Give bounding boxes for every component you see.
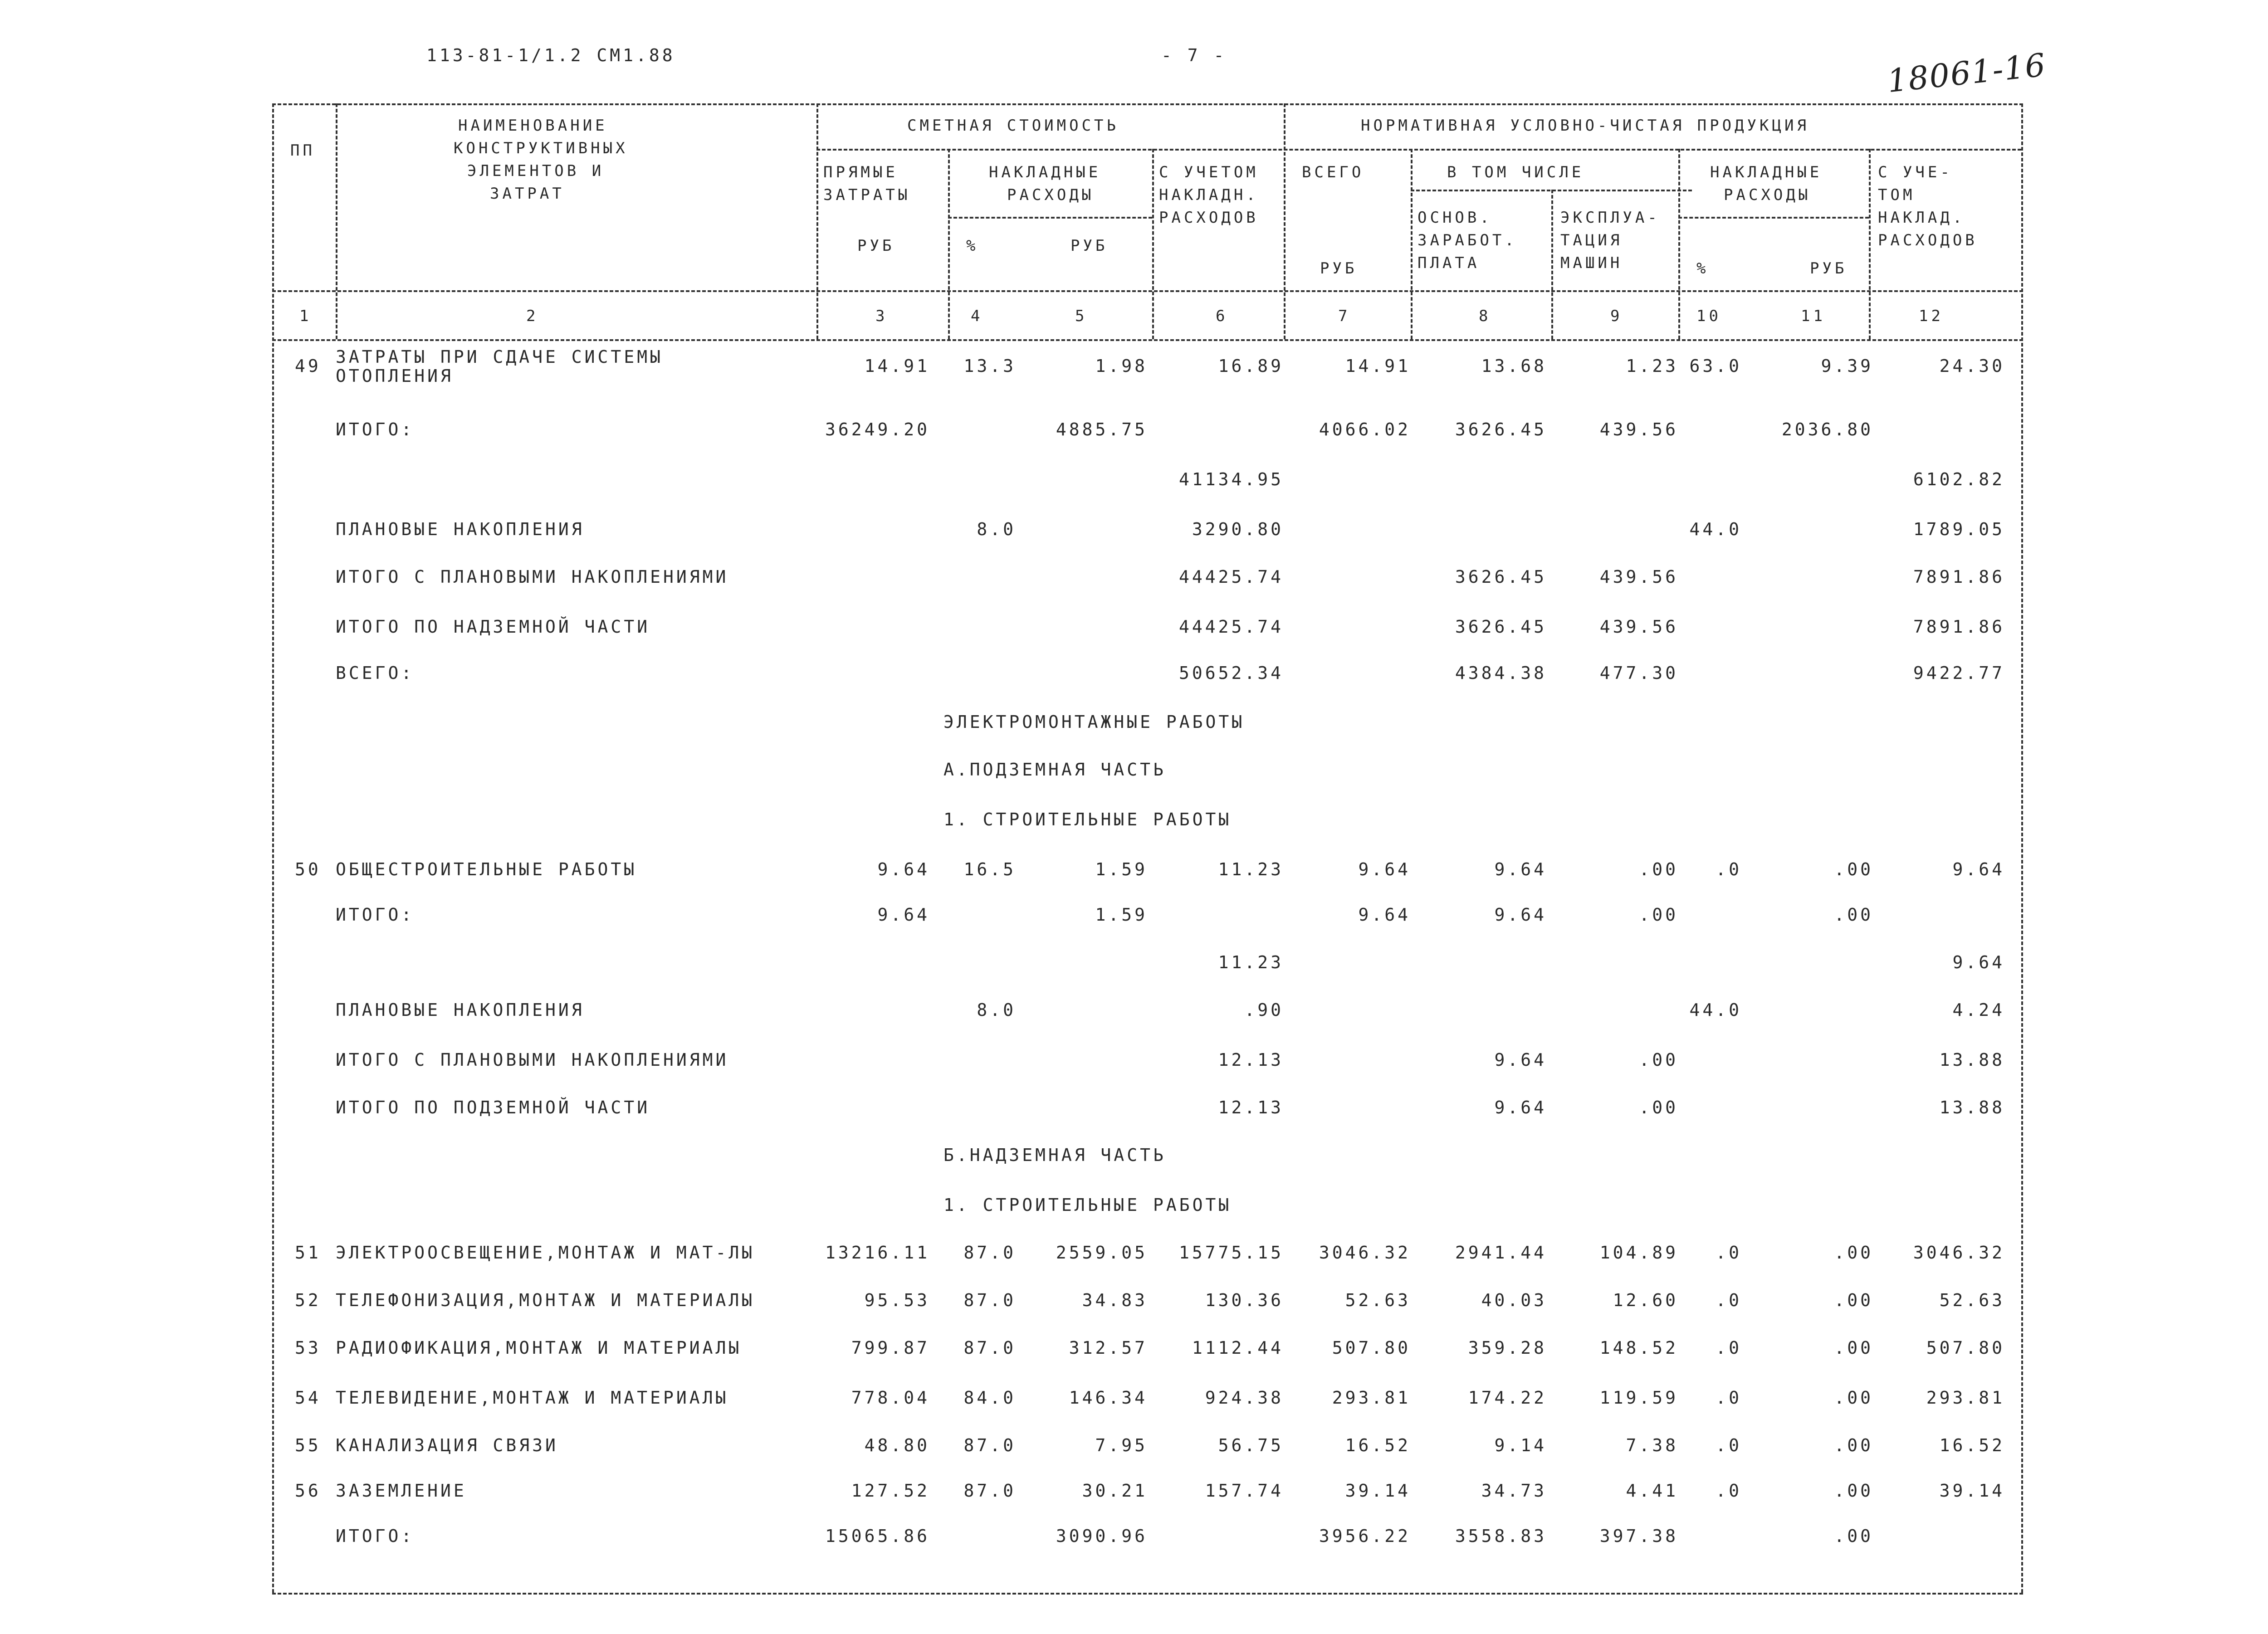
header-naklb-2: РАСХОДЫ <box>1724 186 1811 204</box>
cell-c3: 799.87 <box>851 1338 930 1358</box>
header-rub-3: РУБ <box>857 237 895 255</box>
cell-c8: 9.64 <box>1494 1050 1547 1070</box>
colnum-8: 8 <box>1479 307 1491 325</box>
cell-c7: 9.64 <box>1358 905 1411 925</box>
section-heading: ЭЛЕКТРОМОНТАЖНЫЕ РАБОТЫ <box>943 712 1245 732</box>
colnum-2: 2 <box>526 307 539 325</box>
cell-c10: 44.0 <box>1689 1000 1742 1020</box>
row-name: ИТОГО ПО НАДЗЕМНОЙ ЧАСТИ <box>336 617 650 637</box>
cell-c11: .00 <box>1834 1435 1873 1455</box>
cell-c12: 4.24 <box>1952 1000 2005 1020</box>
header-pp: ПП <box>290 141 315 160</box>
colnum-6: 6 <box>1216 307 1228 325</box>
cell-c7: 3956.22 <box>1319 1526 1411 1546</box>
cell-c6: 11.23 <box>1218 952 1284 972</box>
header-nakl-2: РАСХОДЫ <box>1007 186 1095 204</box>
header-nakl-1: НАКЛАДНЫЕ <box>989 163 1101 181</box>
cell-c12: 13.88 <box>1939 1050 2005 1070</box>
cell-c12: 9.64 <box>1952 859 2005 879</box>
cell-c9: 439.56 <box>1599 617 1678 637</box>
cell-c8: 3626.45 <box>1455 617 1547 637</box>
cell-c8: 3626.45 <box>1455 567 1547 587</box>
cell-c4: 84.0 <box>963 1388 1016 1408</box>
cell-c9: 104.89 <box>1599 1243 1678 1263</box>
cell-c12: 52.63 <box>1939 1290 2005 1310</box>
header-suchb-2: ТОМ <box>1878 186 1916 204</box>
header-eksp-2: ТАЦИЯ <box>1560 231 1623 249</box>
cell-c7: 9.64 <box>1358 859 1411 879</box>
header-naklb-1: НАКЛАДНЫЕ <box>1710 163 1823 181</box>
cell-c6: 12.13 <box>1218 1050 1284 1070</box>
row-name: ЗАЗЕМЛЕНИЕ <box>336 1481 467 1501</box>
cell-c11: .00 <box>1834 1388 1873 1408</box>
colnum-9: 9 <box>1610 307 1623 325</box>
cell-c6: 157.74 <box>1205 1481 1284 1501</box>
row-name: ОБЩЕСТРОИТЕЛЬНЫЕ РАБОТЫ <box>336 859 637 879</box>
cell-c11: .00 <box>1834 1338 1873 1358</box>
cell-c6: 16.89 <box>1218 356 1284 376</box>
cell-c3: 127.52 <box>851 1481 930 1501</box>
cell-c4: 16.5 <box>963 859 1016 879</box>
header-osn-2: ЗАРАБОТ. <box>1418 231 1517 249</box>
cell-c9: 7.38 <box>1626 1435 1678 1455</box>
cell-c6: 41134.95 <box>1178 469 1284 489</box>
header-eksp-3: МАШИН <box>1560 254 1623 272</box>
cell-c8: 9.64 <box>1494 905 1547 925</box>
header-pryam-1: ПРЯМЫЕ <box>823 163 898 181</box>
cell-c6: 56.75 <box>1218 1435 1284 1455</box>
cell-c6: 130.36 <box>1205 1290 1284 1310</box>
header-osn-3: ПЛАТА <box>1418 254 1480 272</box>
cell-c4: 13.3 <box>963 356 1016 376</box>
header-pct-4: % <box>966 237 979 255</box>
header-osn-1: ОСНОВ. <box>1418 209 1492 227</box>
cell-c6: 12.13 <box>1218 1097 1284 1117</box>
cell-c7: 293.81 <box>1332 1388 1411 1408</box>
header-name-4: ЗАТРАТ <box>490 185 565 203</box>
cell-c3: 15065.86 <box>825 1526 930 1546</box>
cell-c7: 39.14 <box>1345 1481 1411 1501</box>
header-such-1: С УЧЕТОМ <box>1159 163 1259 181</box>
colnum-3: 3 <box>875 307 888 325</box>
cell-c12: 9.64 <box>1952 952 2005 972</box>
cell-c10: .0 <box>1716 1481 1742 1501</box>
cell-c7: 3046.32 <box>1319 1243 1411 1263</box>
cell-c9: 148.52 <box>1599 1338 1678 1358</box>
cell-c11: .00 <box>1834 859 1873 879</box>
cell-c10: .0 <box>1716 859 1742 879</box>
cell-c8: 3626.45 <box>1455 419 1547 439</box>
cell-c3: 48.80 <box>864 1435 930 1455</box>
cell-c4: 87.0 <box>963 1435 1016 1455</box>
header-suchb-4: РАСХОДОВ <box>1878 231 1978 249</box>
cell-c8: 9.64 <box>1494 1097 1547 1117</box>
row-name: ИТОГО С ПЛАНОВЫМИ НАКОПЛЕНИЯМИ <box>336 1050 729 1070</box>
cell-c11: .00 <box>1834 1243 1873 1263</box>
cell-c11: 9.39 <box>1821 356 1873 376</box>
row-number: 56 <box>295 1481 321 1501</box>
cell-c11: .00 <box>1834 1481 1873 1501</box>
cell-c12: 24.30 <box>1939 356 2005 376</box>
cell-c10: 63.0 <box>1689 356 1742 376</box>
cell-c8: 174.22 <box>1468 1388 1547 1408</box>
colnum-5: 5 <box>1075 307 1088 325</box>
header-bottom-border <box>272 290 2023 292</box>
colnum-12: 12 <box>1919 307 1944 325</box>
cell-c8: 2941.44 <box>1455 1243 1547 1263</box>
table-bottom-border <box>272 1593 2023 1595</box>
header-norm: НОРМАТИВНАЯ УСЛОВНО-ЧИСТАЯ ПРОДУКЦИЯ <box>1361 117 1809 135</box>
header-such-3: РАСХОДОВ <box>1159 209 1259 227</box>
header-pct-10: % <box>1696 259 1709 278</box>
row-name: ИТОГО С ПЛАНОВЫМИ НАКОПЛЕНИЯМИ <box>336 567 729 587</box>
section-heading: 1. СТРОИТЕЛЬНЫЕ РАБОТЫ <box>943 810 1232 829</box>
cell-c5: 2559.05 <box>1056 1243 1148 1263</box>
row-name: ЭЛЕКТРООСВЕЩЕНИЕ,МОНТАЖ И МАТ-ЛЫ <box>336 1243 755 1263</box>
cell-c4: 87.0 <box>963 1481 1016 1501</box>
header-divider-1 <box>336 103 337 339</box>
row-name: ТЕЛЕФОНИЗАЦИЯ,МОНТАЖ И МАТЕРИАЛЫ <box>336 1290 755 1310</box>
table-right-border <box>2021 103 2023 1593</box>
cell-c10: .0 <box>1716 1290 1742 1310</box>
cell-c3: 36249.20 <box>825 419 930 439</box>
cell-c8: 40.03 <box>1481 1290 1547 1310</box>
header-suchb-3: НАКЛАД. <box>1878 209 1965 227</box>
header-divider-5 <box>1284 103 1286 339</box>
cell-c10: .0 <box>1716 1388 1742 1408</box>
cell-c11: .00 <box>1834 1290 1873 1310</box>
colnum-7: 7 <box>1338 307 1351 325</box>
cell-c9: .00 <box>1639 1097 1678 1117</box>
cell-c10: .0 <box>1716 1435 1742 1455</box>
cell-c6: 44425.74 <box>1178 567 1284 587</box>
colnum-11: 11 <box>1801 307 1826 325</box>
document-code: 113-81-1/1.2 СМ1.88 <box>426 45 675 65</box>
cell-c6: 15775.15 <box>1178 1243 1284 1263</box>
cell-c9: 477.30 <box>1599 663 1678 683</box>
cell-c5: 1.59 <box>1095 905 1148 925</box>
cell-c10: 44.0 <box>1689 519 1742 539</box>
cell-c8: 359.28 <box>1468 1338 1547 1358</box>
cell-c11: .00 <box>1834 905 1873 925</box>
cell-c12: 6102.82 <box>1913 469 2005 489</box>
cell-c10: .0 <box>1716 1338 1742 1358</box>
row-name: РАДИОФИКАЦИЯ,МОНТАЖ И МАТЕРИАЛЫ <box>336 1338 742 1358</box>
cell-c3: 9.64 <box>877 859 930 879</box>
cell-c12: 507.80 <box>1926 1338 2005 1358</box>
header-rub-11: РУБ <box>1810 259 1848 278</box>
row-name-line2: ОТОПЛЕНИЯ <box>336 366 454 386</box>
header-divider-4 <box>1152 149 1154 339</box>
header-divider-2 <box>816 103 818 339</box>
cell-c5: 30.21 <box>1082 1481 1148 1501</box>
cell-c9: 12.60 <box>1613 1290 1678 1310</box>
cell-c9: 439.56 <box>1599 419 1678 439</box>
row-number: 49 <box>295 356 321 376</box>
header-divider-8 <box>1678 149 1680 339</box>
cell-c3: 13216.11 <box>825 1243 930 1263</box>
header-vsego: ВСЕГО <box>1302 163 1364 181</box>
header-name-1: НАИМЕНОВАНИЕ <box>458 117 608 135</box>
colnum-4: 4 <box>971 307 983 325</box>
header-such-2: НАКЛАДН. <box>1159 186 1259 204</box>
cell-c8: 4384.38 <box>1455 663 1547 683</box>
row-name: ПЛАНОВЫЕ НАКОПЛЕНИЯ <box>336 519 585 539</box>
cell-c6: 924.38 <box>1205 1388 1284 1408</box>
cell-c5: 3090.96 <box>1056 1526 1148 1546</box>
row-name: ИТОГО ПО ПОДЗЕМНОЙ ЧАСТИ <box>336 1097 650 1117</box>
cell-c12: 7891.86 <box>1913 567 2005 587</box>
row-number: 53 <box>295 1338 321 1358</box>
cell-c5: 4885.75 <box>1056 419 1148 439</box>
cell-c8: 34.73 <box>1481 1481 1547 1501</box>
cell-c11: .00 <box>1834 1526 1873 1546</box>
cell-c12: 293.81 <box>1926 1388 2005 1408</box>
cell-c9: 439.56 <box>1599 567 1678 587</box>
cell-c6: 3290.80 <box>1192 519 1284 539</box>
row-number: 51 <box>295 1243 321 1263</box>
header-pryam-2: ЗАТРАТЫ <box>823 186 911 204</box>
cell-c7: 4066.02 <box>1319 419 1411 439</box>
cell-c3: 95.53 <box>864 1290 930 1310</box>
header-rule-smet <box>816 149 2021 151</box>
cell-c4: 8.0 <box>977 1000 1016 1020</box>
cell-c8: 13.68 <box>1481 356 1547 376</box>
cell-c5: 34.83 <box>1082 1290 1148 1310</box>
header-name-2: КОНСТРУКТИВНЫХ <box>454 139 628 157</box>
cell-c9: .00 <box>1639 1050 1678 1070</box>
row-name: ИТОГО: <box>336 905 415 925</box>
header-vtom: В ТОМ ЧИСЛЕ <box>1447 163 1584 181</box>
cell-c4: 87.0 <box>963 1290 1016 1310</box>
table-left-border <box>272 103 274 1593</box>
cell-c8: 9.14 <box>1494 1435 1547 1455</box>
row-number: 55 <box>295 1435 321 1455</box>
row-name: ИТОГО: <box>336 419 415 439</box>
cell-c9: 119.59 <box>1599 1388 1678 1408</box>
row-name: КАНАЛИЗАЦИЯ СВЯЗИ <box>336 1435 558 1455</box>
cell-c5: 312.57 <box>1069 1338 1148 1358</box>
cell-c12: 9422.77 <box>1913 663 2005 683</box>
row-number: 50 <box>295 859 321 879</box>
cell-c9: 397.38 <box>1599 1526 1678 1546</box>
cell-c5: 7.95 <box>1095 1435 1148 1455</box>
cell-c6: 11.23 <box>1218 859 1284 879</box>
cell-c8: 9.64 <box>1494 859 1547 879</box>
header-divider-3 <box>948 149 950 339</box>
row-name: ТЕЛЕВИДЕНИЕ,МОНТАЖ И МАТЕРИАЛЫ <box>336 1388 729 1408</box>
cell-c3: 9.64 <box>877 905 930 925</box>
row-name: ИТОГО: <box>336 1526 415 1546</box>
colnum-10: 10 <box>1696 307 1721 325</box>
header-rule-nakl <box>948 217 1152 219</box>
cell-c9: 1.23 <box>1626 356 1678 376</box>
cell-c12: 39.14 <box>1939 1481 2005 1501</box>
cell-c3: 778.04 <box>851 1388 930 1408</box>
header-divider-7 <box>1551 190 1553 339</box>
cell-c6: .90 <box>1244 1000 1284 1020</box>
cell-c7: 507.80 <box>1332 1338 1411 1358</box>
cell-c5: 146.34 <box>1069 1388 1148 1408</box>
cell-c8: 3558.83 <box>1455 1526 1547 1546</box>
cell-c6: 44425.74 <box>1178 617 1284 637</box>
handwritten-number: 18061-16 <box>1885 46 2048 100</box>
cell-c9: 4.41 <box>1626 1481 1678 1501</box>
header-eksp-1: ЭКСПЛУА- <box>1560 209 1660 227</box>
cell-c5: 1.59 <box>1095 859 1148 879</box>
row-number: 52 <box>295 1290 321 1310</box>
colnum-1: 1 <box>299 307 312 325</box>
header-rule-naklb <box>1678 217 1869 219</box>
cell-c9: .00 <box>1639 905 1678 925</box>
header-name-3: ЭЛЕМЕНТОВ И <box>467 162 605 180</box>
cell-c6: 50652.34 <box>1178 663 1284 683</box>
colnum-bottom-border <box>272 339 2023 341</box>
table-top-border <box>272 103 2023 105</box>
cell-c6: 1112.44 <box>1192 1338 1284 1358</box>
cell-c12: 13.88 <box>1939 1097 2005 1117</box>
cell-c11: 2036.80 <box>1781 419 1873 439</box>
cell-c4: 87.0 <box>963 1338 1016 1358</box>
header-divider-6 <box>1411 149 1413 339</box>
row-name: ЗАТРАТЫ ПРИ СДАЧЕ СИСТЕМЫ <box>336 347 663 367</box>
section-heading: А.ПОДЗЕМНАЯ ЧАСТЬ <box>943 760 1166 780</box>
section-heading: Б.НАДЗЕМНАЯ ЧАСТЬ <box>943 1145 1166 1165</box>
section-heading: 1. СТРОИТЕЛЬНЫЕ РАБОТЫ <box>943 1195 1232 1215</box>
cell-c4: 87.0 <box>963 1243 1016 1263</box>
cell-c7: 16.52 <box>1345 1435 1411 1455</box>
cell-c12: 16.52 <box>1939 1435 2005 1455</box>
header-rub-5: РУБ <box>1070 237 1108 255</box>
cell-c3: 14.91 <box>864 356 930 376</box>
cell-c7: 52.63 <box>1345 1290 1411 1310</box>
header-suchb-1: С УЧЕ- <box>1878 163 1953 181</box>
cell-c12: 1789.05 <box>1913 519 2005 539</box>
header-rub-7: РУБ <box>1320 259 1358 278</box>
page-number: - 7 - <box>1161 45 1227 65</box>
cell-c5: 1.98 <box>1095 356 1148 376</box>
cell-c4: 8.0 <box>977 519 1016 539</box>
cell-c9: .00 <box>1639 859 1678 879</box>
cell-c12: 3046.32 <box>1913 1243 2005 1263</box>
row-number: 54 <box>295 1388 321 1408</box>
cell-c10: .0 <box>1716 1243 1742 1263</box>
row-name: ПЛАНОВЫЕ НАКОПЛЕНИЯ <box>336 1000 585 1020</box>
row-name: ВСЕГО: <box>336 663 415 683</box>
header-smet: СМЕТНАЯ СТОИМОСТЬ <box>907 117 1119 135</box>
cell-c12: 7891.86 <box>1913 617 2005 637</box>
header-divider-9 <box>1869 149 1871 339</box>
cell-c7: 14.91 <box>1345 356 1411 376</box>
